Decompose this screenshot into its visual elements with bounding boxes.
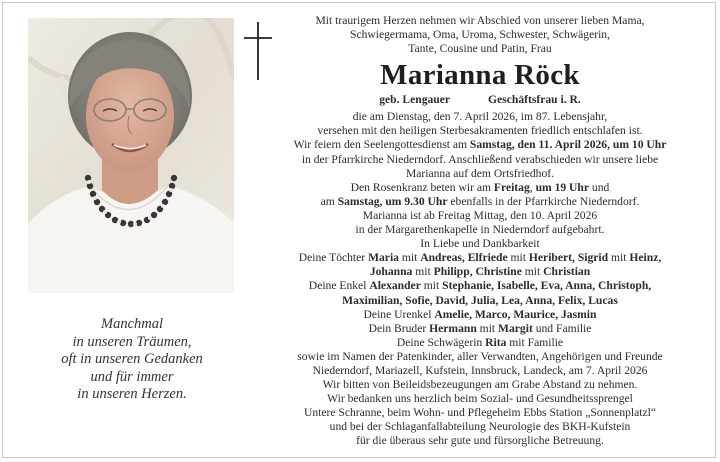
text: Marianna ist ab Freitag Mittag, den 10. April 2026 bbox=[362, 208, 598, 222]
announcement-line bbox=[252, 153, 708, 167]
announcement-line bbox=[252, 364, 708, 378]
text: Dein Bruder bbox=[368, 321, 430, 335]
text: Untere Schranne, beim Wohn- und Pflegeheim Ebbs Station „Sonnenplatzl“ bbox=[303, 406, 657, 420]
announcement-line bbox=[252, 223, 708, 237]
announcement-line bbox=[252, 195, 708, 209]
text: , bbox=[529, 180, 536, 194]
announcement-line bbox=[252, 209, 708, 223]
deceased-name: Marianna Röck bbox=[380, 59, 580, 92]
text: in der Margarethenkapelle in Niederndorf aufgebahrt. bbox=[355, 223, 605, 237]
announcement-line bbox=[252, 420, 708, 434]
bold-text: Maria bbox=[368, 251, 399, 265]
bold-text: Freitag bbox=[493, 180, 530, 194]
text: Deine Schwägerin bbox=[396, 335, 486, 349]
announcement-line bbox=[252, 378, 708, 392]
text: Wir bedanken uns herzlich beim Sozial- und Gesundheitssprengel bbox=[327, 392, 633, 406]
announcement-line bbox=[252, 336, 708, 350]
announcement-line bbox=[252, 434, 708, 448]
announcement-line bbox=[252, 124, 708, 138]
intro-line: Tante, Cousine und Patin, Frau bbox=[408, 42, 552, 56]
poem-line: in unseren Träumen, bbox=[72, 333, 192, 350]
text: und Familie bbox=[532, 321, 592, 335]
memorial-poem bbox=[22, 316, 242, 404]
announcement-line bbox=[252, 110, 708, 124]
bold-text: Christian bbox=[543, 265, 591, 279]
text: die am Dienstag, den 7. April 2026, im 87. Lebensjahr, bbox=[352, 110, 608, 124]
announcement-line bbox=[252, 265, 708, 279]
text: mit bbox=[398, 251, 421, 265]
text: Niederndorf, Mariazell, Kufstein, Innsbruck, Landeck, am 7. April 2026 bbox=[312, 363, 648, 377]
text: Wir feiern den Seelengottesdienst am bbox=[293, 138, 470, 152]
intro-line: Mit traurigem Herzen nehmen wir Abschied von unserer lieben Mama, bbox=[315, 14, 645, 27]
announcement-line bbox=[252, 167, 708, 181]
bold-text: um 19 Uhr bbox=[535, 180, 590, 194]
bold-text: Philipp, Christine bbox=[433, 265, 522, 279]
text: mit bbox=[608, 251, 630, 265]
announcement-line bbox=[252, 181, 708, 195]
bold-text: Alexander bbox=[369, 279, 421, 293]
text: sowie im Namen der Patenkinder, aller Verwandten, Angehörigen und Freunde bbox=[297, 349, 663, 363]
announcement-line bbox=[252, 406, 708, 420]
bold-text: Samstag, um 9.30 Uhr bbox=[337, 194, 448, 208]
bold-text: Heinz, bbox=[629, 251, 662, 265]
text: am bbox=[320, 194, 338, 208]
text: mit Familie bbox=[506, 335, 564, 349]
maiden-name: geb. Lengauer bbox=[379, 93, 451, 107]
bold-text: Johanna bbox=[369, 265, 413, 279]
text: Deine Töchter bbox=[298, 251, 369, 265]
text: mit bbox=[521, 265, 544, 279]
portrait-image bbox=[28, 18, 234, 293]
bold-text: Andreas, Elfriede bbox=[420, 251, 508, 265]
text: für die überaus sehr gute und fürsorgliche Betreuung. bbox=[356, 434, 604, 448]
bold-text: Samstag, den 11. April 2026, um 10 Uhr bbox=[469, 138, 667, 152]
text: Deine Enkel bbox=[308, 279, 370, 293]
bold-text: Hermann bbox=[429, 321, 477, 335]
text: Marianna auf dem Ortsfriedhof. bbox=[405, 166, 555, 180]
bold-text: Amelie, Marco, Maurice, Jasmin bbox=[434, 307, 597, 321]
text: ebenfalls in der Pfarrkirche Niederndorf. bbox=[447, 194, 640, 208]
text: versehen mit den heiligen Sterbesakramenten friedlich entschlafen ist. bbox=[317, 124, 643, 138]
text: und bei der Schlaganfallabteilung Neurologie des BKH-Kufstein bbox=[329, 420, 631, 434]
bold-text: Margit bbox=[498, 321, 533, 335]
announcement-line bbox=[252, 350, 708, 364]
bold-text: Maximilian, Sofie, David, Julia, Lea, Anna, Felix, Lucas bbox=[342, 293, 618, 307]
text: Wir bitten von Beileidsbezeugungen am Grabe Abstand zu nehmen. bbox=[322, 378, 638, 392]
text: mit bbox=[476, 321, 499, 335]
text: in der Pfarrkirche Niederndorf. Anschließend verabschieden wir unsere liebe bbox=[301, 152, 659, 166]
text: mit bbox=[412, 265, 434, 279]
intro-line: Schwiegermama, Oma, Uroma, Schwester, Schwägerin, bbox=[350, 28, 610, 42]
bold-text: Stephanie, Isabelle, Eva, Anna, Christoph, bbox=[442, 279, 652, 293]
occupation: Geschäftsfrau i. R. bbox=[488, 93, 581, 107]
bold-text: Rita bbox=[485, 335, 507, 349]
announcement-line bbox=[252, 138, 708, 152]
text: Deine Urenkel bbox=[363, 307, 435, 321]
announcement-line bbox=[252, 308, 708, 322]
text: mit bbox=[507, 251, 529, 265]
announcement-body bbox=[252, 110, 708, 448]
announcement-line bbox=[252, 251, 708, 265]
announcement-line bbox=[252, 322, 708, 336]
announcement-line bbox=[252, 392, 708, 406]
text: Den Rosenkranz beten wir am bbox=[350, 180, 494, 194]
poem-line: in unseren Herzen. bbox=[77, 386, 187, 402]
poem-line: oft in unseren Gedanken bbox=[61, 351, 203, 367]
text: mit bbox=[420, 279, 443, 293]
announcement-line bbox=[252, 294, 708, 308]
text: und bbox=[589, 180, 610, 194]
poem-line: Manchmal bbox=[100, 316, 163, 332]
announcement-line bbox=[252, 279, 708, 293]
name-subtitle bbox=[252, 92, 708, 107]
text: In Liebe und Dankbarkeit bbox=[420, 237, 540, 251]
obituary-text bbox=[252, 14, 708, 449]
portrait-photo bbox=[28, 18, 234, 293]
announcement-line bbox=[252, 237, 708, 251]
bold-text: Heribert, Sigrid bbox=[528, 251, 609, 265]
poem-line: und für immer bbox=[90, 368, 174, 385]
